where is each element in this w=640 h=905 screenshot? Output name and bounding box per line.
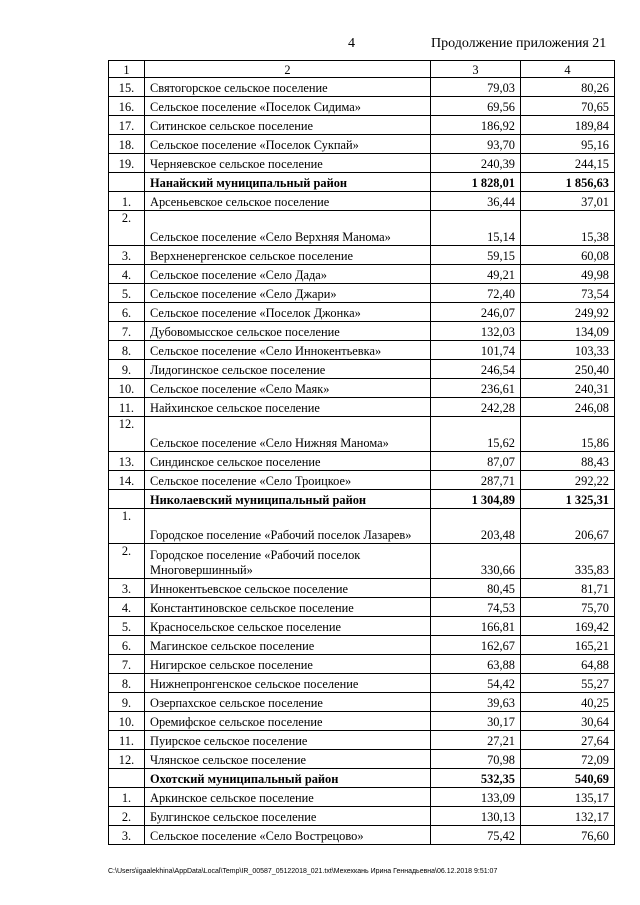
- settlement-name: Члянское сельское поселение: [145, 750, 431, 769]
- value-col4: 165,21: [521, 636, 615, 655]
- value-col4: 189,84: [521, 116, 615, 135]
- value-col4: 134,09: [521, 322, 615, 341]
- row-number: 2.: [109, 807, 145, 826]
- value-col3: 87,07: [431, 452, 521, 471]
- settlement-name: Дубовомысское сельское поселение: [145, 322, 431, 341]
- settlement-name: Сельское поселение «Село Джари»: [145, 284, 431, 303]
- table-row: [109, 97, 615, 116]
- row-number: 6.: [109, 303, 145, 322]
- table-row: [109, 417, 615, 452]
- settlement-name: Нигирское сельское поселение: [145, 655, 431, 674]
- value-col4: 37,01: [521, 192, 615, 211]
- row-number: 7.: [109, 322, 145, 341]
- value-col3: 27,21: [431, 731, 521, 750]
- value-col4: 30,64: [521, 712, 615, 731]
- table-row: [109, 731, 615, 750]
- table-row: [109, 211, 615, 246]
- settlement-name: Сельское поселение «Село Верхняя Манома»: [145, 211, 431, 246]
- row-number: 5.: [109, 284, 145, 303]
- value-col4: 75,70: [521, 598, 615, 617]
- row-number: [109, 173, 145, 192]
- table-row: [109, 509, 615, 544]
- row-number: 10.: [109, 379, 145, 398]
- value-col3: 63,88: [431, 655, 521, 674]
- value-col3: 162,67: [431, 636, 521, 655]
- table-row: [109, 135, 615, 154]
- value-col4: 40,25: [521, 693, 615, 712]
- table-row: [109, 788, 615, 807]
- value-col3: 240,39: [431, 154, 521, 173]
- row-number: 17.: [109, 116, 145, 135]
- table-header-row: [109, 61, 615, 78]
- value-col3: 75,42: [431, 826, 521, 845]
- row-number: 4.: [109, 265, 145, 284]
- table-row: [109, 360, 615, 379]
- settlement-name: Городское поселение «Рабочий поселок Многовершинный»: [145, 544, 431, 579]
- value-col3: 72,40: [431, 284, 521, 303]
- table-row: [109, 598, 615, 617]
- value-col4: 88,43: [521, 452, 615, 471]
- settlement-name: Сельское поселение «Село Иннокентьевка»: [145, 341, 431, 360]
- value-col3: 130,13: [431, 807, 521, 826]
- value-col3: 186,92: [431, 116, 521, 135]
- value-col3: 93,70: [431, 135, 521, 154]
- settlement-name: Красносельское сельское поселение: [145, 617, 431, 636]
- value-col4: 95,16: [521, 135, 615, 154]
- table-row: [109, 826, 615, 845]
- table-row: [109, 452, 615, 471]
- row-number: 8.: [109, 341, 145, 360]
- settlement-name: Николаевский муниципальный район: [145, 490, 431, 509]
- value-col4: 49,98: [521, 265, 615, 284]
- settlement-name: Сельское поселение «Село Троицкое»: [145, 471, 431, 490]
- settlement-name: Оремифское сельское поселение: [145, 712, 431, 731]
- table-row: [109, 750, 615, 769]
- value-col3: 166,81: [431, 617, 521, 636]
- table-row: [109, 712, 615, 731]
- row-number: 2.: [109, 544, 145, 579]
- value-col4: 540,69: [521, 769, 615, 788]
- value-col3: 1 304,89: [431, 490, 521, 509]
- value-col3: 242,28: [431, 398, 521, 417]
- column-header: 3: [431, 61, 521, 78]
- value-col3: 203,48: [431, 509, 521, 544]
- settlement-name: Нанайский муниципальный район: [145, 173, 431, 192]
- table-row: [109, 655, 615, 674]
- table-row: [109, 674, 615, 693]
- value-col4: 246,08: [521, 398, 615, 417]
- value-col4: 335,83: [521, 544, 615, 579]
- value-col3: 1 828,01: [431, 173, 521, 192]
- table-row: [109, 379, 615, 398]
- row-number: 6.: [109, 636, 145, 655]
- table-row: [109, 284, 615, 303]
- value-col4: 135,17: [521, 788, 615, 807]
- row-number: 18.: [109, 135, 145, 154]
- settlement-name: Магинское сельское поселение: [145, 636, 431, 655]
- value-col3: 101,74: [431, 341, 521, 360]
- table-row: [109, 807, 615, 826]
- value-col3: 74,53: [431, 598, 521, 617]
- value-col4: 240,31: [521, 379, 615, 398]
- column-header: 4: [521, 61, 615, 78]
- value-col4: 244,15: [521, 154, 615, 173]
- settlement-name: Лидогинское сельское поселение: [145, 360, 431, 379]
- value-col4: 206,67: [521, 509, 615, 544]
- table-row: [109, 636, 615, 655]
- row-number: 8.: [109, 674, 145, 693]
- value-col4: 70,65: [521, 97, 615, 116]
- settlement-name: Верхненергенское сельское поселение: [145, 246, 431, 265]
- value-col3: 532,35: [431, 769, 521, 788]
- value-col4: 27,64: [521, 731, 615, 750]
- value-col3: 246,54: [431, 360, 521, 379]
- file-path-footer: C:\Users\igaalekhina\AppData\Local\Temp\IR_00587_05122018_021.txt\Мехехкань Ирина Геннадьевна\06.12.2018 9:51:07: [108, 868, 498, 875]
- settlement-name: Булгинское сельское поселение: [145, 807, 431, 826]
- settlement-name: Пуирское сельское поселение: [145, 731, 431, 750]
- settlement-name: Синдинское сельское поселение: [145, 452, 431, 471]
- value-col3: 133,09: [431, 788, 521, 807]
- value-col4: 73,54: [521, 284, 615, 303]
- value-col3: 246,07: [431, 303, 521, 322]
- value-col3: 236,61: [431, 379, 521, 398]
- settlement-name: Сельское поселение «Село Маяк»: [145, 379, 431, 398]
- data-table: [108, 60, 615, 845]
- row-number: 14.: [109, 471, 145, 490]
- table-row: [109, 617, 615, 636]
- row-number: 3.: [109, 246, 145, 265]
- settlement-name: Найхинское сельское поселение: [145, 398, 431, 417]
- table-row: [109, 246, 615, 265]
- table-row: [109, 398, 615, 417]
- row-number: [109, 769, 145, 788]
- settlement-name: Городское поселение «Рабочий поселок Лазарев»: [145, 509, 431, 544]
- value-col4: 132,17: [521, 807, 615, 826]
- column-header: 2: [145, 61, 431, 78]
- row-number: 16.: [109, 97, 145, 116]
- district-row: [109, 769, 615, 788]
- value-col3: 80,45: [431, 579, 521, 598]
- row-number: 4.: [109, 598, 145, 617]
- value-col4: 81,71: [521, 579, 615, 598]
- row-number: 2.: [109, 211, 145, 246]
- table-row: [109, 78, 615, 97]
- settlement-name: Сельское поселение «Село Вострецово»: [145, 826, 431, 845]
- row-number: 13.: [109, 452, 145, 471]
- value-col3: 132,03: [431, 322, 521, 341]
- value-col4: 292,22: [521, 471, 615, 490]
- row-number: 12.: [109, 750, 145, 769]
- table-row: [109, 116, 615, 135]
- value-col4: 250,40: [521, 360, 615, 379]
- settlement-name: Аркинское сельское поселение: [145, 788, 431, 807]
- table-row: [109, 265, 615, 284]
- table-body: [109, 61, 615, 845]
- row-number: 1.: [109, 788, 145, 807]
- row-number: 7.: [109, 655, 145, 674]
- value-col4: 15,38: [521, 211, 615, 246]
- value-col4: 103,33: [521, 341, 615, 360]
- value-col3: 54,42: [431, 674, 521, 693]
- value-col4: 64,88: [521, 655, 615, 674]
- value-col3: 70,98: [431, 750, 521, 769]
- value-col4: 249,92: [521, 303, 615, 322]
- value-col4: 169,42: [521, 617, 615, 636]
- table-row: [109, 693, 615, 712]
- table-row: [109, 154, 615, 173]
- row-number: 1.: [109, 509, 145, 544]
- row-number: 9.: [109, 693, 145, 712]
- settlement-name: Нижнепронгенское сельское поселение: [145, 674, 431, 693]
- value-col3: 79,03: [431, 78, 521, 97]
- settlement-name: Озерпахское сельское поселение: [145, 693, 431, 712]
- value-col3: 15,62: [431, 417, 521, 452]
- row-number: 3.: [109, 579, 145, 598]
- table-row: [109, 579, 615, 598]
- value-col3: 39,63: [431, 693, 521, 712]
- row-number: 10.: [109, 712, 145, 731]
- settlement-name: Черняевское сельское поселение: [145, 154, 431, 173]
- row-number: 9.: [109, 360, 145, 379]
- value-col4: 55,27: [521, 674, 615, 693]
- value-col4: 1 325,31: [521, 490, 615, 509]
- row-number: 1.: [109, 192, 145, 211]
- row-number: 12.: [109, 417, 145, 452]
- table-row: [109, 303, 615, 322]
- value-col3: 287,71: [431, 471, 521, 490]
- value-col3: 69,56: [431, 97, 521, 116]
- value-col3: 15,14: [431, 211, 521, 246]
- settlement-name: Сельское поселение «Село Нижняя Манома»: [145, 417, 431, 452]
- settlement-name: Сельское поселение «Поселок Сидима»: [145, 97, 431, 116]
- value-col4: 76,60: [521, 826, 615, 845]
- settlement-name: Святогорское сельское поселение: [145, 78, 431, 97]
- value-col3: 49,21: [431, 265, 521, 284]
- value-col4: 72,09: [521, 750, 615, 769]
- row-number: 11.: [109, 398, 145, 417]
- row-number: 15.: [109, 78, 145, 97]
- value-col3: 330,66: [431, 544, 521, 579]
- row-number: 19.: [109, 154, 145, 173]
- value-col3: 59,15: [431, 246, 521, 265]
- continuation-title: Продолжение приложения 21: [431, 36, 607, 51]
- row-number: 5.: [109, 617, 145, 636]
- table-row: [109, 341, 615, 360]
- table-row: [109, 471, 615, 490]
- settlement-name: Ситинское сельское поселение: [145, 116, 431, 135]
- settlement-name: Иннокентьевское сельское поселение: [145, 579, 431, 598]
- value-col3: 30,17: [431, 712, 521, 731]
- value-col3: 36,44: [431, 192, 521, 211]
- row-number: 11.: [109, 731, 145, 750]
- district-row: [109, 490, 615, 509]
- settlement-name: Сельское поселение «Село Дада»: [145, 265, 431, 284]
- settlement-name: Охотский муниципальный район: [145, 769, 431, 788]
- value-col4: 60,08: [521, 246, 615, 265]
- settlement-name: Константиновское сельское поселение: [145, 598, 431, 617]
- settlement-name: Арсеньевское сельское поселение: [145, 192, 431, 211]
- page-number: 4: [348, 36, 355, 51]
- table-row: [109, 544, 615, 579]
- row-number: 3.: [109, 826, 145, 845]
- settlement-name: Сельское поселение «Поселок Джонка»: [145, 303, 431, 322]
- table-row: [109, 192, 615, 211]
- column-header: 1: [109, 61, 145, 78]
- value-col4: 80,26: [521, 78, 615, 97]
- value-col4: 1 856,63: [521, 173, 615, 192]
- table-row: [109, 322, 615, 341]
- district-row: [109, 173, 615, 192]
- settlement-name: Сельское поселение «Поселок Сукпай»: [145, 135, 431, 154]
- row-number: [109, 490, 145, 509]
- value-col4: 15,86: [521, 417, 615, 452]
